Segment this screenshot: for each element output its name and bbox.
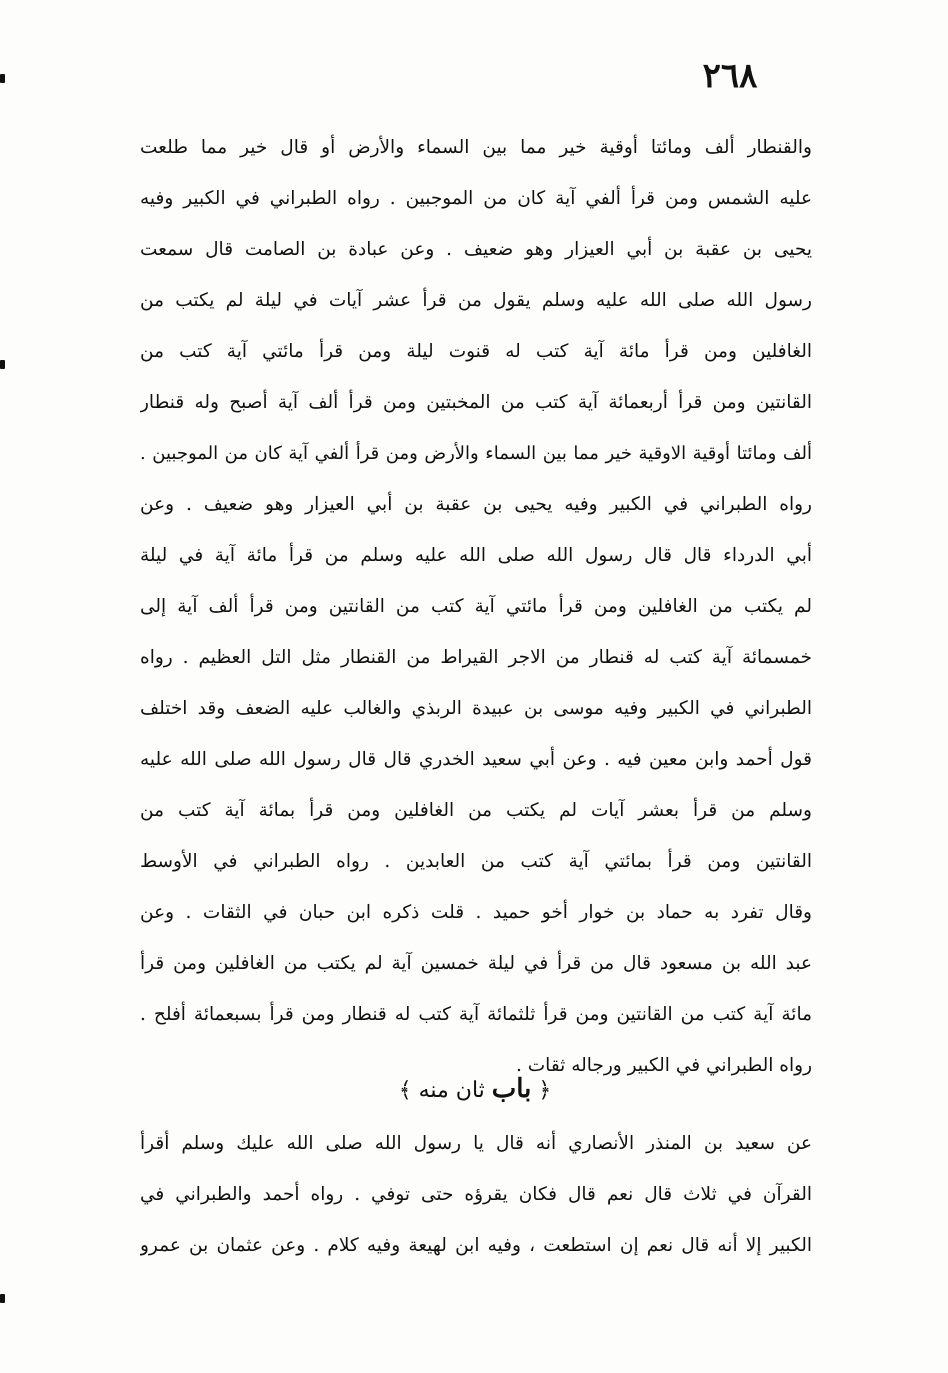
text-line: القانتين ومن قرأ بمائتي آية كتب من العابدين . رواه الطبراني في الأوسط: [140, 851, 812, 872]
margin-mark: [0, 74, 5, 83]
text-line: عن سعيد بن المنذر الأنصاري أنه قال يا رسول الله صلى الله عليك وسلم أقرأ: [140, 1133, 812, 1154]
text-line: رواه الطبراني في الكبير ورجاله ثقات .: [516, 1055, 812, 1076]
ornate-bracket-close: ﴾: [398, 1078, 412, 1103]
text-line: يحيى بن عقبة بن أبي العيزار وهو ضعيف . وعن عبادة بن الصامت قال سمعت: [140, 239, 812, 260]
text-line: الغافلين ومن قرأ مائة آية كتب له قنوت ليلة ومن قرأ مائتي آية كتب من: [140, 341, 812, 362]
text-line: القانتين ومن قرأ أربعمائة آية كتب من المخبتين ومن قرأ ألف آية أصبح وله قنطار: [140, 392, 812, 413]
text-line: الكبير إلا أنه قال نعم إن استطعت ، وفيه ابن لهيعة وفيه كلام . وعن عثمان بن عمرو: [140, 1235, 812, 1256]
text-line: عليه الشمس ومن قرأ ألفي آية كان من الموجبين . رواه الطبراني في الكبير وفيه: [140, 188, 812, 209]
text-line: وقال تفرد به حماد بن خوار أخو حميد . قلت ذكره ابن حبان في الثقات . وعن: [140, 902, 812, 923]
text-line: ألف ومائتا أوقية الاوقية خير مما بين السماء والأرض ومن قرأ ألفي آية كان من الموجبين .: [140, 443, 812, 464]
body-text-paragraph-1: [140, 122, 812, 1091]
text-line: رسول الله صلى الله عليه وسلم يقول من قرأ عشر آيات في ليلة لم يكتب من: [140, 290, 812, 311]
text-line: الطبراني في الكبير وفيه موسى بن عبيدة الربذي والغالب عليه الضعف وقد اختلف: [140, 698, 812, 719]
text-line: خمسمائة آية كتب له قنطار من الاجر القيراط من القنطار مثل التل العظيم . رواه: [140, 647, 812, 668]
margin-mark: [0, 360, 5, 369]
text-line: رواه الطبراني في الكبير وفيه يحيى بن عقبة بن أبي العيزار وهو ضعيف . وعن: [140, 494, 812, 515]
text-line: أبي الدرداء قال قال رسول الله صلى الله عليه وسلم من قرأ مائة آية في ليلة: [140, 545, 812, 566]
ornate-bracket-open: ﴿: [538, 1078, 552, 1103]
heading-bab: باب: [491, 1074, 532, 1104]
heading-rest: ثان منه: [418, 1078, 485, 1103]
text-line: لم يكتب من الغافلين ومن قرأ مائتي آية كتب من القانتين ومن قرأ ألف آية إلى: [140, 596, 812, 617]
section-heading: [300, 1066, 650, 1112]
text-line: قول أحمد وابن معين فيه . وعن أبي سعيد الخدري قال قال رسول الله صلى الله عليه: [140, 749, 812, 770]
text-line: وسلم من قرأ بعشر آيات لم يكتب من الغافلين ومن قرأ بمائة آية كتب من: [140, 800, 812, 821]
margin-mark: [0, 1294, 5, 1303]
text-line: والقنطار ألف ومائتا أوقية خير مما بين السماء والأرض أو قال خير مما طلعت: [140, 137, 812, 158]
page-number: ٢٦٨: [702, 56, 758, 96]
text-line: القرآن في ثلاث قال نعم قال فكان يقرؤه حتى توفي . رواه أحمد والطبراني في: [140, 1184, 812, 1205]
text-line: عبد الله بن مسعود قال من قرأ في ليلة خمسين آية لم يكتب من الغافلين ومن قرأ: [140, 953, 812, 974]
body-text-paragraph-2: [140, 1118, 812, 1271]
text-line: مائة آية كتب من القانتين ومن قرأ ثلثمائة آية كتب له قنطار ومن قرأ بسبعمائة أفلح .: [140, 1004, 812, 1025]
